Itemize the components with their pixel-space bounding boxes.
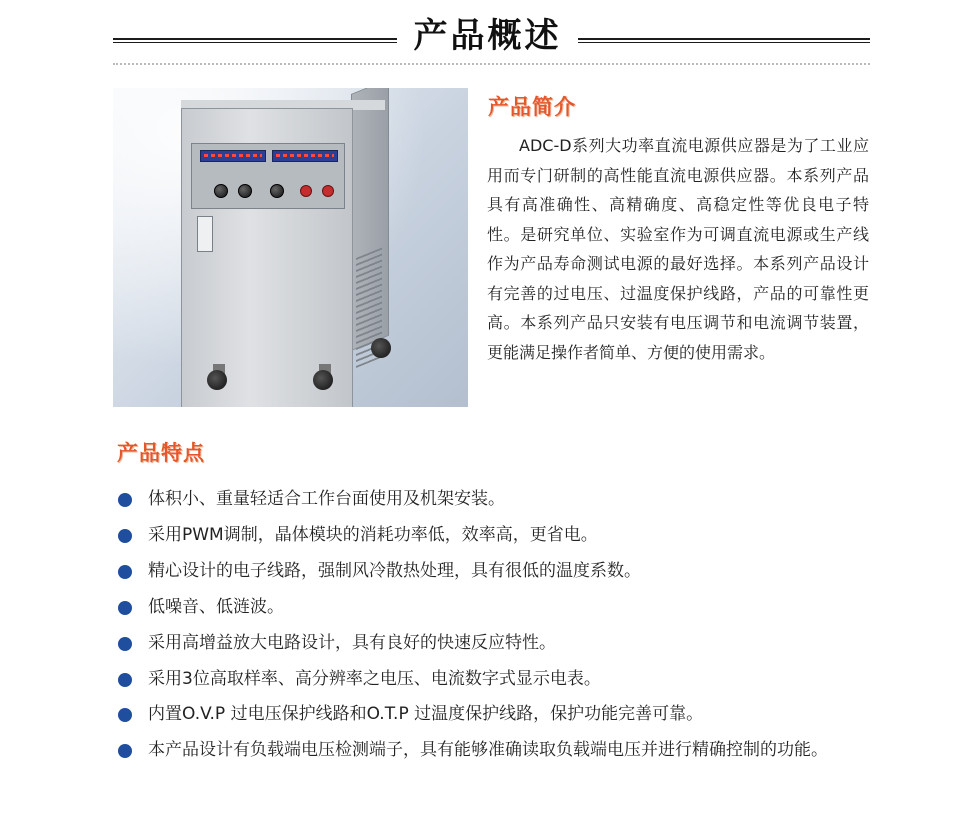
wheel-front-left xyxy=(207,370,227,390)
bullet-dot-icon xyxy=(118,493,132,507)
page-title: 产品概述 xyxy=(413,16,562,56)
feature-text: 精心设计的电子线路，强制风冷散热处理，具有很低的温度系数。 xyxy=(148,560,641,581)
list-item xyxy=(116,733,876,769)
current-knob xyxy=(238,184,252,198)
current-display xyxy=(272,150,338,162)
bullet-dot-icon xyxy=(118,673,132,687)
features-list xyxy=(116,482,876,769)
intro-body: ADC-D系列大功率直流电源供应器是为了工业应用而专门研制的高性能直流电源供应器。本系列产品具有高准确性、高精确度、高稳定性等优良电子特性。是研究单位、实验室作为可调直流电源或生产线作为产品寿命测试电源的最好选择。本系列产品设计有完善的过电压、过温度保护线路，产品的可靠性更高。本系列产品只安装有电压调节和电流调节装置，更能满足操作者简单、方便的使用需求。 xyxy=(487,136,869,362)
feature-text: 低噪音、低涟波。 xyxy=(148,596,284,617)
features-heading: 产品特点 xyxy=(117,441,205,465)
feature-text: 采用3位高取样率、高分辨率之电压、电流数字式显示电表。 xyxy=(148,668,601,689)
feature-text: 采用高增益放大电路设计，具有良好的快速反应特性。 xyxy=(148,632,556,653)
dotted-divider xyxy=(113,63,870,65)
intro-paragraph xyxy=(487,131,869,367)
wheel-front-right xyxy=(313,370,333,390)
list-item xyxy=(116,662,876,698)
voltage-display xyxy=(200,150,266,162)
voltage-knob xyxy=(214,184,228,198)
bullet-dot-icon xyxy=(118,601,132,615)
section-header xyxy=(0,0,975,70)
list-item xyxy=(116,554,876,590)
wheel-back-right xyxy=(371,338,391,358)
list-item xyxy=(116,697,876,733)
bullet-dot-icon xyxy=(118,708,132,722)
header-rule-right xyxy=(578,38,870,43)
feature-text: 体积小、重量轻适合工作台面使用及机架安装。 xyxy=(148,489,505,509)
intro-heading: 产品简介 xyxy=(488,95,576,119)
list-item xyxy=(116,590,876,626)
header-rule-left xyxy=(113,38,397,43)
list-item xyxy=(116,518,876,554)
feature-text: 采用PWM调制，晶体模块的消耗功率低，效率高，更省电。 xyxy=(148,524,598,545)
adjust-knob xyxy=(270,184,284,198)
control-panel xyxy=(191,143,345,209)
list-item xyxy=(116,482,876,518)
list-item xyxy=(116,626,876,662)
bullet-dot-icon xyxy=(118,529,132,543)
feature-text: 本产品设计有负载端电压检测端子，具有能够准确读取负载端电压并进行精确控制的功能。 xyxy=(148,740,828,761)
feature-text: 内置O.V.P 过电压保护线路和O.T.P 过温度保护线路，保护功能完善可靠。 xyxy=(148,704,704,725)
bullet-dot-icon xyxy=(118,744,132,758)
bullet-dot-icon xyxy=(118,565,132,579)
product-photo xyxy=(113,88,468,407)
power-switch xyxy=(300,185,312,197)
door-handle xyxy=(197,216,213,252)
bullet-dot-icon xyxy=(118,637,132,651)
output-switch xyxy=(322,185,334,197)
